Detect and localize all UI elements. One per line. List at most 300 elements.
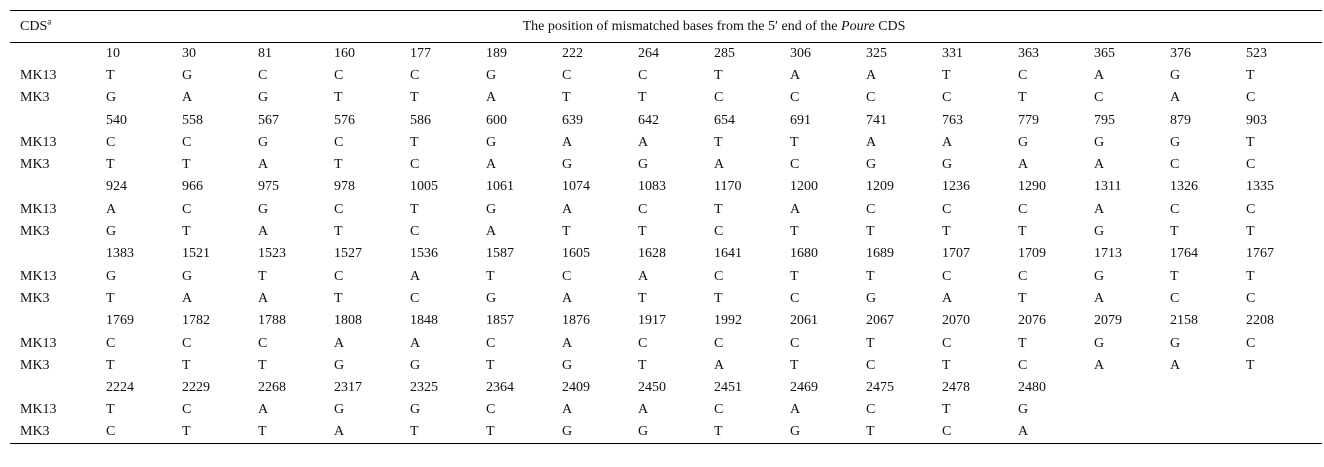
base-cell: T <box>182 424 191 440</box>
position-cell: 523 <box>1246 45 1267 61</box>
mk13-row <box>10 399 1322 421</box>
position-cell: 2079 <box>1094 313 1122 329</box>
row-label: MK3 <box>20 357 50 373</box>
base-cell: C <box>334 268 344 284</box>
position-row <box>10 377 1322 399</box>
row-label: MK13 <box>20 335 57 351</box>
base-cell: A <box>638 268 649 284</box>
position-cell: 1680 <box>790 246 818 262</box>
base-cell: T <box>1018 224 1027 240</box>
mk3-row <box>10 422 1322 444</box>
base-cell: C <box>1246 290 1256 306</box>
base-cell: T <box>486 424 495 440</box>
base-cell: G <box>106 224 117 240</box>
position-cell: 2364 <box>486 380 514 396</box>
mismatch-table <box>10 10 1322 444</box>
position-cell: 160 <box>334 45 355 61</box>
base-cell: A <box>562 290 573 306</box>
base-cell: C <box>942 335 952 351</box>
base-cell: G <box>486 290 497 306</box>
base-cell: A <box>866 67 877 83</box>
mk3-row <box>10 288 1322 310</box>
position-cell: 1709 <box>1018 246 1046 262</box>
base-cell: C <box>942 90 952 106</box>
base-cell: C <box>714 402 724 418</box>
base-cell: C <box>942 268 952 284</box>
base-cell: A <box>790 402 801 418</box>
base-cell: G <box>486 201 497 217</box>
base-cell: G <box>1018 134 1029 150</box>
position-cell: 189 <box>486 45 507 61</box>
position-cell: 1527 <box>334 246 362 262</box>
base-cell: T <box>106 402 115 418</box>
position-cell <box>1246 377 1322 399</box>
base-cell: C <box>790 157 800 173</box>
base-cell: C <box>1018 201 1028 217</box>
position-cell: 81 <box>258 45 272 61</box>
base-cell: C <box>486 402 496 418</box>
base-cell: T <box>790 357 799 373</box>
position-cell: 903 <box>1246 112 1267 128</box>
position-cell: 1713 <box>1094 246 1122 262</box>
position-cell: 1083 <box>638 179 666 195</box>
title-pre: The position of mismatched bases from the 5′ end of the <box>522 18 842 34</box>
base-cell: C <box>182 134 192 150</box>
position-cell: 1689 <box>866 246 894 262</box>
base-cell: T <box>714 290 723 306</box>
position-cell: 285 <box>714 45 735 61</box>
base-cell: C <box>182 402 192 418</box>
base-cell: G <box>106 268 117 284</box>
position-cell: 2450 <box>638 380 666 396</box>
base-cell: C <box>334 134 344 150</box>
base-cell: T <box>1018 90 1027 106</box>
position-cell: 558 <box>182 112 203 128</box>
base-cell: T <box>1246 268 1255 284</box>
position-cell: 2451 <box>714 380 742 396</box>
position-cell: 1005 <box>410 179 438 195</box>
base-cell: C <box>562 67 572 83</box>
base-cell: T <box>638 357 647 373</box>
base-cell: A <box>410 268 421 284</box>
base-cell: C <box>1246 90 1256 106</box>
base-cell: C <box>942 424 952 440</box>
position-row <box>10 109 1322 131</box>
base-cell <box>1094 422 1170 444</box>
base-cell: A <box>1170 90 1181 106</box>
position-cell: 2076 <box>1018 313 1046 329</box>
base-cell: T <box>1018 290 1027 306</box>
mk3-row <box>10 355 1322 377</box>
row-label: MK3 <box>20 224 50 240</box>
base-cell: C <box>1246 157 1256 173</box>
position-cell: 2478 <box>942 380 970 396</box>
row-label <box>10 377 106 399</box>
base-cell: T <box>258 268 267 284</box>
position-cell: 1311 <box>1094 179 1122 195</box>
base-cell: A <box>1018 157 1029 173</box>
base-cell: T <box>410 90 419 106</box>
base-cell: G <box>866 157 877 173</box>
base-cell: G <box>486 134 497 150</box>
corner-label: CDS <box>20 18 48 34</box>
base-cell: A <box>1018 424 1029 440</box>
base-cell: C <box>1018 268 1028 284</box>
base-cell: T <box>106 67 115 83</box>
base-cell: T <box>942 357 951 373</box>
base-cell: T <box>410 424 419 440</box>
base-cell: C <box>410 290 420 306</box>
base-cell: A <box>258 157 269 173</box>
position-cell: 2061 <box>790 313 818 329</box>
position-cell: 1782 <box>182 313 210 329</box>
position-cell: 306 <box>790 45 811 61</box>
base-cell: T <box>258 357 267 373</box>
position-cell: 10 <box>106 45 120 61</box>
base-cell: A <box>258 224 269 240</box>
base-cell: A <box>334 424 345 440</box>
position-cell: 1383 <box>106 246 134 262</box>
base-cell: C <box>410 224 420 240</box>
base-cell: C <box>638 201 648 217</box>
base-cell: G <box>410 402 421 418</box>
base-cell: C <box>410 157 420 173</box>
base-cell: T <box>714 424 723 440</box>
base-cell: C <box>866 90 876 106</box>
base-cell: C <box>182 335 192 351</box>
base-cell: C <box>1246 201 1256 217</box>
position-cell: 1326 <box>1170 179 1198 195</box>
base-cell: G <box>1094 134 1105 150</box>
position-cell: 2480 <box>1018 380 1046 396</box>
mk13-row <box>10 332 1322 354</box>
base-cell: T <box>182 224 191 240</box>
base-cell: T <box>1246 357 1255 373</box>
base-cell: T <box>410 134 419 150</box>
base-cell: C <box>562 268 572 284</box>
base-cell: T <box>942 67 951 83</box>
base-cell: G <box>1094 335 1105 351</box>
base-cell: T <box>638 90 647 106</box>
position-cell: 1848 <box>410 313 438 329</box>
corner-footnote-mark: a <box>47 15 52 26</box>
position-cell: 2475 <box>866 380 894 396</box>
mk3-row <box>10 154 1322 176</box>
base-cell <box>1246 422 1322 444</box>
base-cell: C <box>410 67 420 83</box>
base-cell: A <box>942 290 953 306</box>
row-label <box>10 176 106 198</box>
position-cell: 363 <box>1018 45 1039 61</box>
base-cell: T <box>182 157 191 173</box>
position-cell <box>1094 377 1170 399</box>
base-cell: T <box>410 201 419 217</box>
position-cell: 879 <box>1170 112 1191 128</box>
base-cell: C <box>790 290 800 306</box>
base-cell: A <box>562 201 573 217</box>
base-cell: A <box>182 90 193 106</box>
position-cell: 1857 <box>486 313 514 329</box>
position-cell: 1707 <box>942 246 970 262</box>
base-cell: G <box>410 357 421 373</box>
position-cell: 2469 <box>790 380 818 396</box>
base-cell: T <box>106 357 115 373</box>
base-cell: G <box>182 67 193 83</box>
position-cell: 365 <box>1094 45 1115 61</box>
position-row <box>10 310 1322 332</box>
base-cell: T <box>714 201 723 217</box>
position-cell: 331 <box>942 45 963 61</box>
base-cell: C <box>638 67 648 83</box>
position-cell: 642 <box>638 112 659 128</box>
base-cell: G <box>258 90 269 106</box>
position-cell: 975 <box>258 179 279 195</box>
base-cell: C <box>714 90 724 106</box>
base-cell: T <box>638 224 647 240</box>
position-cell: 264 <box>638 45 659 61</box>
base-cell: T <box>182 357 191 373</box>
base-cell: A <box>106 201 117 217</box>
base-cell: G <box>790 424 801 440</box>
base-cell: A <box>638 134 649 150</box>
base-cell: A <box>562 402 573 418</box>
base-cell: A <box>1094 357 1105 373</box>
base-cell: T <box>258 424 267 440</box>
base-cell: A <box>486 224 497 240</box>
base-cell: T <box>562 224 571 240</box>
base-cell: C <box>1170 290 1180 306</box>
row-label <box>10 310 106 332</box>
base-cell: T <box>866 335 875 351</box>
base-cell: A <box>562 134 573 150</box>
base-cell: C <box>258 335 268 351</box>
base-cell: A <box>258 402 269 418</box>
mismatch-table-container <box>10 10 1313 444</box>
base-cell: T <box>334 290 343 306</box>
base-cell: A <box>790 201 801 217</box>
position-cell: 966 <box>182 179 203 195</box>
base-cell: C <box>714 268 724 284</box>
base-cell: C <box>334 201 344 217</box>
base-cell: A <box>182 290 193 306</box>
table-header <box>10 11 1322 43</box>
position-cell: 1061 <box>486 179 514 195</box>
base-cell: A <box>866 134 877 150</box>
base-cell: A <box>334 335 345 351</box>
position-cell: 1992 <box>714 313 742 329</box>
base-cell: T <box>638 290 647 306</box>
base-cell: C <box>1018 357 1028 373</box>
base-cell: T <box>790 224 799 240</box>
base-cell: C <box>1246 335 1256 351</box>
base-cell: T <box>334 90 343 106</box>
table-title <box>106 11 1322 43</box>
base-cell: C <box>714 224 724 240</box>
base-cell: C <box>790 90 800 106</box>
position-cell: 779 <box>1018 112 1039 128</box>
base-cell <box>1246 399 1322 421</box>
base-cell: C <box>1170 201 1180 217</box>
position-cell: 763 <box>942 112 963 128</box>
base-cell: T <box>942 224 951 240</box>
row-label: MK13 <box>20 67 57 83</box>
position-cell <box>1170 377 1246 399</box>
base-cell: A <box>714 157 725 173</box>
position-cell: 978 <box>334 179 355 195</box>
base-cell: C <box>1170 157 1180 173</box>
base-cell: C <box>1094 90 1104 106</box>
mk3-row <box>10 87 1322 109</box>
base-cell: C <box>866 201 876 217</box>
position-cell: 222 <box>562 45 583 61</box>
position-cell: 1767 <box>1246 246 1274 262</box>
position-cell: 2224 <box>106 380 134 396</box>
base-cell: C <box>790 335 800 351</box>
base-cell: T <box>866 224 875 240</box>
position-cell: 2208 <box>1246 313 1274 329</box>
base-cell: C <box>106 424 116 440</box>
position-cell: 1521 <box>182 246 210 262</box>
position-cell: 1523 <box>258 246 286 262</box>
base-cell: C <box>1018 67 1028 83</box>
position-cell: 1876 <box>562 313 590 329</box>
base-cell: A <box>258 290 269 306</box>
base-cell: G <box>562 424 573 440</box>
row-label: MK3 <box>20 90 50 106</box>
base-cell: T <box>714 67 723 83</box>
base-cell: T <box>1246 134 1255 150</box>
position-cell: 1209 <box>866 179 894 195</box>
base-cell: T <box>106 290 115 306</box>
base-cell: A <box>1094 157 1105 173</box>
base-cell: T <box>714 134 723 150</box>
base-cell: A <box>790 67 801 83</box>
position-cell: 2317 <box>334 380 362 396</box>
base-cell <box>1170 399 1246 421</box>
base-cell: C <box>106 335 116 351</box>
position-cell: 586 <box>410 112 431 128</box>
base-cell: G <box>1018 402 1029 418</box>
position-cell: 1335 <box>1246 179 1274 195</box>
base-cell: T <box>1018 335 1027 351</box>
base-cell: A <box>562 335 573 351</box>
row-label: MK13 <box>20 134 57 150</box>
position-cell: 576 <box>334 112 355 128</box>
base-cell: C <box>638 335 648 351</box>
base-cell: A <box>942 134 953 150</box>
position-cell: 1074 <box>562 179 590 195</box>
position-cell: 924 <box>106 179 127 195</box>
base-cell: G <box>562 157 573 173</box>
base-cell: G <box>1094 268 1105 284</box>
base-cell: G <box>1094 224 1105 240</box>
position-cell: 30 <box>182 45 196 61</box>
base-cell: C <box>866 402 876 418</box>
mk13-row <box>10 199 1322 221</box>
position-cell: 795 <box>1094 112 1115 128</box>
position-cell: 2325 <box>410 380 438 396</box>
position-cell: 1769 <box>106 313 134 329</box>
base-cell: T <box>866 424 875 440</box>
position-cell: 540 <box>106 112 127 128</box>
row-label <box>10 43 106 65</box>
base-cell: A <box>1094 67 1105 83</box>
base-cell: T <box>486 268 495 284</box>
base-cell: G <box>942 157 953 173</box>
base-cell: G <box>1170 134 1181 150</box>
base-cell: A <box>638 402 649 418</box>
row-label: MK13 <box>20 201 57 217</box>
base-cell: A <box>410 335 421 351</box>
position-cell: 1808 <box>334 313 362 329</box>
base-cell: C <box>866 357 876 373</box>
position-cell: 325 <box>866 45 887 61</box>
base-cell: C <box>258 67 268 83</box>
position-cell: 1788 <box>258 313 286 329</box>
base-cell: T <box>562 90 571 106</box>
position-cell: 1641 <box>714 246 742 262</box>
base-cell: A <box>486 90 497 106</box>
base-cell: T <box>790 268 799 284</box>
base-cell: G <box>866 290 877 306</box>
base-cell: G <box>334 402 345 418</box>
mk3-row <box>10 221 1322 243</box>
base-cell: T <box>334 157 343 173</box>
base-cell: G <box>258 201 269 217</box>
mk13-row <box>10 265 1322 287</box>
base-cell: T <box>1246 224 1255 240</box>
corner-header <box>10 11 106 43</box>
base-cell: G <box>486 67 497 83</box>
position-row <box>10 243 1322 265</box>
position-row <box>10 176 1322 198</box>
position-cell: 1536 <box>410 246 438 262</box>
base-cell: C <box>942 201 952 217</box>
position-cell: 2158 <box>1170 313 1198 329</box>
position-cell: 2229 <box>182 380 210 396</box>
position-cell: 567 <box>258 112 279 128</box>
position-cell: 2268 <box>258 380 286 396</box>
position-cell: 1628 <box>638 246 666 262</box>
base-cell: A <box>714 357 725 373</box>
position-cell: 1236 <box>942 179 970 195</box>
row-label <box>10 109 106 131</box>
position-cell: 2070 <box>942 313 970 329</box>
base-cell: A <box>1094 290 1105 306</box>
row-label <box>10 243 106 265</box>
row-label: MK3 <box>20 157 50 173</box>
base-cell: T <box>1170 268 1179 284</box>
base-cell: T <box>866 268 875 284</box>
base-cell: T <box>1246 67 1255 83</box>
position-cell: 376 <box>1170 45 1191 61</box>
position-cell: 639 <box>562 112 583 128</box>
base-cell <box>1094 399 1170 421</box>
base-cell: A <box>1170 357 1181 373</box>
row-label: MK13 <box>20 268 57 284</box>
position-cell: 1200 <box>790 179 818 195</box>
base-cell: T <box>942 402 951 418</box>
position-cell: 177 <box>410 45 431 61</box>
base-cell: G <box>106 90 117 106</box>
base-cell <box>1170 422 1246 444</box>
base-cell: T <box>486 357 495 373</box>
table-body <box>10 43 1322 444</box>
base-cell: C <box>334 67 344 83</box>
row-label: MK13 <box>20 402 57 418</box>
row-label: MK3 <box>20 290 50 306</box>
base-cell: G <box>1170 67 1181 83</box>
